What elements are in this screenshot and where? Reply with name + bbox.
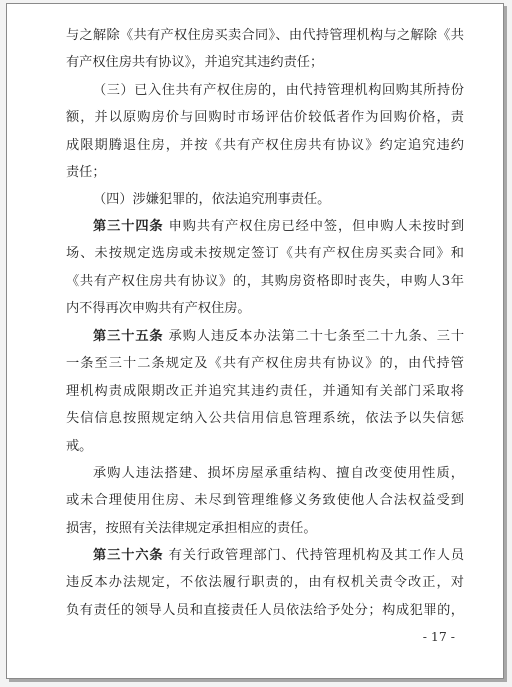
text-line: 一条至三十二条规定及《共有产权住房共有协议》的，由代持管: [66, 356, 464, 372]
paragraph-1: [66, 22, 464, 77]
article-35: [66, 323, 464, 460]
text-line: [66, 213, 464, 240]
text-line: 戒。: [66, 438, 93, 454]
paragraph-6: [66, 460, 464, 542]
text-line: 违反本办法规定，不依法履行职责的，由有权机关责令改正，对: [66, 575, 464, 591]
document-page: [6, 3, 504, 679]
text-line: 或未合理使用住房、未尽到管理维修义务致使他人合法权益受到: [66, 493, 464, 509]
text-line: 有产权住房共有协议》，并追究其违约责任；: [66, 55, 324, 71]
article-text: 有关行政管理部门、代持管理机构及其工作人员: [168, 548, 465, 563]
text-line: 损害，按照有关法律规定承担相应的责任。: [66, 520, 317, 536]
text-line: 额，并以原购房价与回购时市场评估价较低者作为回购价格，责: [66, 110, 464, 126]
article-36: [66, 542, 464, 624]
article-heading: 第三十五条: [93, 329, 164, 344]
page-number: - 17 -: [422, 629, 455, 644]
paragraph-2: [66, 77, 464, 187]
text-line: [66, 323, 464, 350]
article-34: [66, 213, 464, 323]
text-line: 内不得再次申购共有产权住房。: [66, 301, 251, 317]
text-line: [66, 542, 464, 569]
text-line: 理机构责成限期改正并追究其违约责任，并通知有关部门采取将: [66, 383, 464, 399]
text-line: （四）涉嫌犯罪的，依法追究刑事责任。: [93, 192, 331, 207]
text-line: 负有责任的领导人员和直接责任人员依法给予处分；构成犯罪的，: [66, 602, 464, 618]
article-text: 申购共有产权住房已经中签，但申购人未按时到: [168, 219, 465, 234]
text-line: 场、未按规定选房或未按规定签订《共有产权住房买卖合同》和: [66, 246, 464, 262]
article-heading: 第三十四条: [93, 219, 164, 234]
text-line: 与之解除《共有产权住房买卖合同》、由代持管理机构与之解除《共: [66, 28, 464, 43]
text-line: （三）已入住共有产权住房的，由代持管理机构回购其所持份: [93, 83, 464, 98]
paragraph-3: [66, 186, 464, 213]
article-heading: 第三十六条: [93, 548, 164, 563]
text-line: 承购人违法搭建、损坏房屋承重结构、擅自改变使用性质，: [93, 466, 464, 481]
text-line: 失信信息按照规定纳入公共信用信息管理系统，依法予以失信惩: [66, 411, 464, 427]
text-line: 《共有产权住房共有协议》的，其购房资格即时丧失，申购人3年: [66, 273, 464, 289]
article-text: 承购人违反本办法第二十七条至二十九条、三十: [168, 329, 465, 344]
text-line: 成限期腾退住房，并按《共有产权住房共有协议》约定追究违约: [66, 137, 464, 153]
text-line: 责任；: [66, 165, 106, 181]
